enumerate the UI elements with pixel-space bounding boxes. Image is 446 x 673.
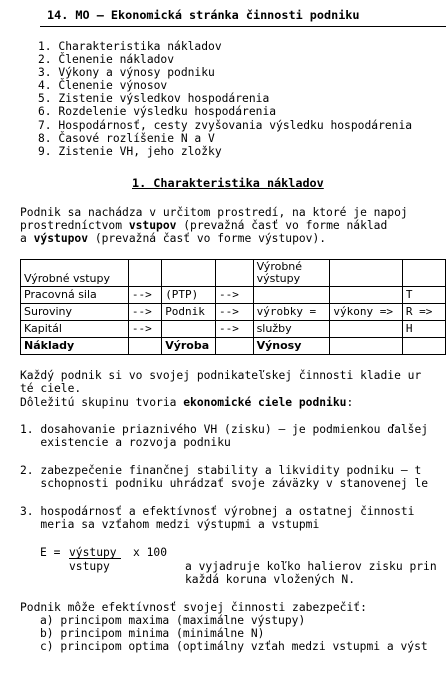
efficiency-item: c) principom optima (optimálny vzťah medzi vstupmi a výst	[40, 640, 428, 653]
table-cell: Podnik	[162, 304, 216, 321]
table-header-cell	[162, 260, 216, 287]
table-cell: -->	[128, 304, 161, 321]
para2-line-2: té ciele.	[20, 382, 82, 395]
formula-times: x 100	[133, 546, 168, 559]
table-row	[21, 287, 446, 304]
table-footer-cell	[128, 338, 161, 355]
table-header-cell	[402, 260, 445, 287]
table-cell: (PTP)	[162, 287, 216, 304]
table-cell: Kapitál	[21, 321, 129, 338]
table-footer-cell: Výnosy	[253, 338, 330, 355]
table-footer-cell: Výroba	[162, 338, 216, 355]
table-cell: H	[402, 321, 445, 338]
para-text: Dôležitú skupinu tvoria	[20, 396, 184, 409]
table-cell: výrobky =	[253, 304, 330, 321]
table-footer-row	[21, 338, 446, 355]
efficiency-intro: Podnik môže efektívnosť svojej činnosti zabezpečiť:	[20, 601, 367, 614]
intro-text: (prevažná časť vo forme výstupov).	[88, 232, 327, 245]
para2-line-1: Každý podnik si vo svojej podnikateľskej činnosti kladie ur	[20, 369, 422, 382]
table-cell: T	[402, 287, 445, 304]
table-cell: -->	[128, 287, 161, 304]
table-cell: -->	[128, 321, 161, 338]
formula-lhs: E =	[40, 546, 68, 559]
outputs-term: výstupov	[33, 232, 89, 245]
section-heading: 1. Charakteristika nákladov	[132, 176, 324, 190]
formula-explanation-2: každá koruna vložených N.	[185, 573, 356, 586]
table-header-cell: Výrobné vstupy	[21, 260, 129, 287]
table-of-contents	[38, 40, 412, 158]
table-cell	[162, 321, 216, 338]
toc-item: 5. Zistenie výsledkov hospodárenia	[38, 92, 270, 106]
formula-numerator: výstupy	[69, 546, 117, 559]
table-header-cell: Výrobné výstupy	[253, 260, 330, 287]
para2-line-3	[20, 396, 353, 409]
table-row	[21, 321, 446, 338]
table-header-cell	[128, 260, 161, 287]
inputs-outputs-table	[20, 259, 446, 355]
document-title: 14. MO – Ekonomická stránka činnosti podniku	[47, 8, 360, 22]
goal-item-3-line-1: 3. hospodárnosť a efektívnosť výrobnej a ostatnej činnosti	[20, 505, 415, 518]
intro-text: (prevažná časť vo forme náklad	[176, 219, 388, 232]
intro-line-2	[20, 219, 387, 232]
intro-line-3	[20, 232, 326, 245]
table-footer-cell	[216, 338, 254, 355]
table-header-row	[21, 260, 446, 287]
goal-item-2-line-1: 2. zabezpečenie finančnej stability a likvidity podniku – t	[20, 464, 422, 477]
fraction-bar	[69, 558, 121, 559]
table-cell	[253, 287, 330, 304]
table-footer-cell	[402, 338, 445, 355]
table-cell: Pracovná sila	[21, 287, 129, 304]
inputs-term: vstupov	[128, 219, 177, 232]
table-cell: -->	[216, 304, 254, 321]
efficiency-item: a) principom maxima (maximálne výstupy)	[40, 614, 306, 627]
table-cell: R =>	[402, 304, 445, 321]
table-footer-cell: Náklady	[21, 338, 129, 355]
toc-item: 4. Členenie výnosov	[38, 79, 168, 93]
title-underline	[40, 26, 446, 27]
table-cell: výkony =>	[330, 304, 403, 321]
table-header-cell	[216, 260, 254, 287]
toc-item: 3. Výkony a výnosy podniku	[38, 66, 215, 80]
goal-item-3-line-2: meria sa vzťahom medzi výstupmi a vstupmi	[20, 518, 320, 531]
goal-item-1-line-2: existencie a rozvoja podniku	[20, 436, 231, 449]
toc-item: 7. Hospodárnosť, cesty zvyšovania výsledku hospodárenia	[38, 118, 413, 132]
intro-text: prostredníctvom	[20, 219, 129, 232]
table-cell: -->	[216, 321, 254, 338]
table-footer-cell	[330, 338, 403, 355]
economic-goals-term: ekonomické ciele podniku	[183, 396, 347, 409]
table-cell: -->	[216, 287, 254, 304]
toc-item: 1. Charakteristika nákladov	[38, 40, 222, 53]
intro-line-1: Podnik sa nachádza v určitom prostredí, na ktoré je napoj	[20, 206, 408, 219]
intro-text: a	[20, 232, 34, 245]
table-header-cell	[330, 260, 403, 287]
toc-item: 2. Členenie nákladov	[38, 53, 175, 67]
toc-item: 6. Rozdelenie výsledku hospodárenia	[38, 105, 277, 119]
goal-item-1-line-1: 1. dosahovanie priaznivého VH (zisku) – je podmienkou ďalšej	[20, 423, 429, 436]
table-row	[21, 304, 446, 321]
table-cell	[330, 321, 403, 338]
table-cell: Suroviny	[21, 304, 129, 321]
toc-item: 9. Zistenie VH, jeho zložky	[38, 144, 222, 158]
efficiency-item: b) principom minima (minimálne N)	[40, 627, 265, 640]
table-cell: služby	[253, 321, 330, 338]
toc-item: 8. Časové rozlíšenie N a V	[38, 131, 215, 145]
formula-denominator: vstupy	[69, 560, 110, 573]
table-cell	[330, 287, 403, 304]
formula-explanation-1: a vyjadruje koľko halierov zisku prin	[185, 560, 437, 573]
goal-item-2-line-2: schopnosti podniku uhrádzať svoje záväzky v stanovenej le	[20, 477, 429, 490]
para-text: :	[346, 396, 354, 409]
